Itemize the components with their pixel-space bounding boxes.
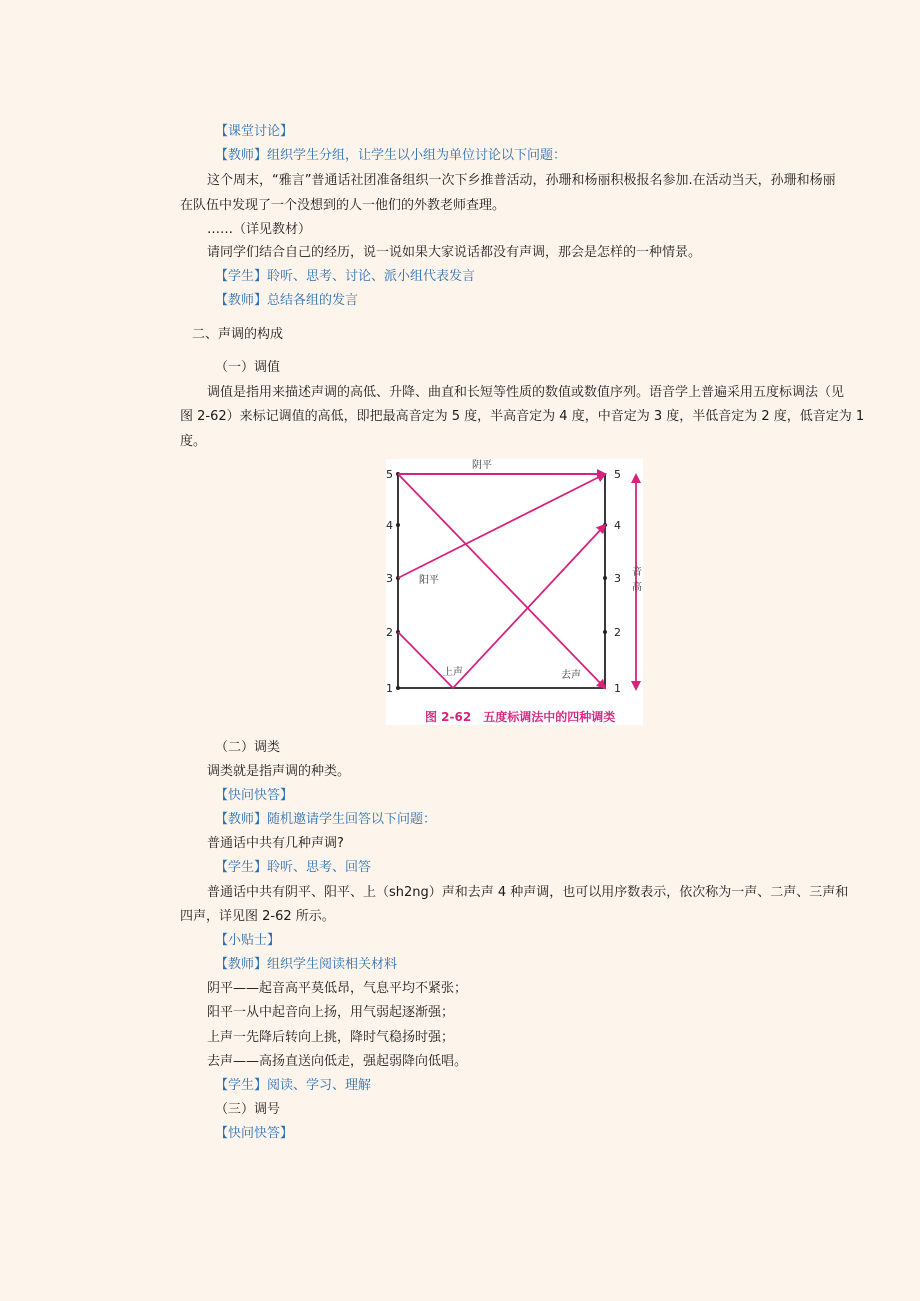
paragraph-story-line1: 这个周末，“雅言”普通话社团准备组织一次下乡推普活动，孙珊和杨丽积极报名参加.在活动当天，孙珊和杨丽 xyxy=(207,173,836,188)
label-yinping: 阴平 xyxy=(472,460,492,471)
shangsheng-arrow xyxy=(398,525,605,688)
right-scale-3: 3 xyxy=(614,572,621,585)
rhyme-yinping: 阴平——起音高平莫低昂，气息平均不紧张； xyxy=(207,981,468,996)
left-scale-2: 2 xyxy=(386,626,393,639)
paragraph-four-tones-line1: 普通话中共有阴平、阳平、上（sh2ng）声和去声 4 种声调，也可以用序数表示，依次称为一声、二声、三声和 xyxy=(207,885,849,900)
rhyme-yangping: 阳平一从中起音向上扬，用气弱起逐渐强； xyxy=(207,1005,455,1020)
subsection-title-tone-value: （一）调值 xyxy=(215,360,281,375)
left-scale-3: 3 xyxy=(386,572,393,585)
left-scale-5: 5 xyxy=(386,468,393,481)
five-degree-tone-figure xyxy=(386,459,643,725)
student-activity-3: 【学生】阅读、学习、理解 xyxy=(215,1078,372,1093)
heading-quick-qa-2: 【快问快答】 xyxy=(215,1126,294,1141)
tone-diagram-svg xyxy=(386,459,643,725)
right-scale-1: 1 xyxy=(614,682,621,695)
rhyme-qusheng: 去声——高扬直送向低走，强起弱降向低唱。 xyxy=(207,1054,468,1069)
label-qusheng: 去声 xyxy=(561,670,581,681)
axis-label-char-2: 高 xyxy=(632,582,642,593)
figure-caption: 图 2-62 五度标调法中的四种调类 xyxy=(425,710,616,724)
paragraph-tone-value-line2: 图 2-62）来标记调值的高低，即把最高音定为 5 度，半高音定为 4 度，中音定为 3 度，半低音定为 2 度，低音定为 1 xyxy=(180,409,865,424)
rhyme-shangsheng: 上声一先降后转向上挑，降时气稳扬时强； xyxy=(207,1030,455,1045)
see-textbook: ……（详见教材） xyxy=(207,222,312,237)
teacher-instruction: 【教师】组织学生分组，让学生以小组为单位讨论以下问题： xyxy=(215,148,567,163)
question-how-many-tones: 普通话中共有几种声调? xyxy=(207,836,344,851)
heading-tips: 【小贴士】 xyxy=(215,933,281,948)
label-shangsheng: 上声 xyxy=(443,667,463,678)
right-scale-4: 4 xyxy=(614,519,621,532)
student-activity-1: 【学生】聆听、思考、讨论、派小组代表发言 xyxy=(215,269,476,284)
subsection-title-tone-mark: （三）调号 xyxy=(215,1102,281,1117)
subsection-title-tone-category: （二）调类 xyxy=(215,740,281,755)
teacher-summary: 【教师】总结各组的发言 xyxy=(215,293,359,308)
teacher-random-invite: 【教师】随机邀请学生回答以下问题： xyxy=(215,812,437,827)
discussion-question: 请同学们结合自己的经历，说一说如果大家说话都没有声调，那会是怎样的一种情景。 xyxy=(207,245,702,260)
paragraph-four-tones-line2: 四声，详见图 2-62 所示。 xyxy=(180,909,335,924)
paragraph-tone-value-line3: 度。 xyxy=(180,434,207,449)
teacher-reading: 【教师】组织学生阅读相关材料 xyxy=(215,957,398,972)
heading-quick-qa-1: 【快问快答】 xyxy=(215,788,294,803)
label-yangping: 阳平 xyxy=(419,575,439,586)
right-scale-2: 2 xyxy=(614,626,621,639)
paragraph-story-line2: 在队伍中发现了一个没想到的人一他们的外教老师查理。 xyxy=(180,198,506,213)
axis-label-char-1: 音 xyxy=(632,567,642,578)
right-scale-5: 5 xyxy=(614,468,621,481)
left-scale-1: 1 xyxy=(386,682,393,695)
yangping-arrow xyxy=(398,474,605,578)
paragraph-tone-value-line1: 调值是指用来描述声调的高低、升降、曲直和长短等性质的数值或数值序列。语音学上普遍采用五度标调法（见 xyxy=(207,385,845,400)
section-title-tone-composition: 二、声调的构成 xyxy=(192,327,284,342)
heading-class-discussion: 【课堂讨论】 xyxy=(215,124,294,139)
student-activity-2: 【学生】聆听、思考、回答 xyxy=(215,860,372,875)
paragraph-tone-category: 调类就是指声调的种类。 xyxy=(207,764,351,779)
left-scale-4: 4 xyxy=(386,519,393,532)
